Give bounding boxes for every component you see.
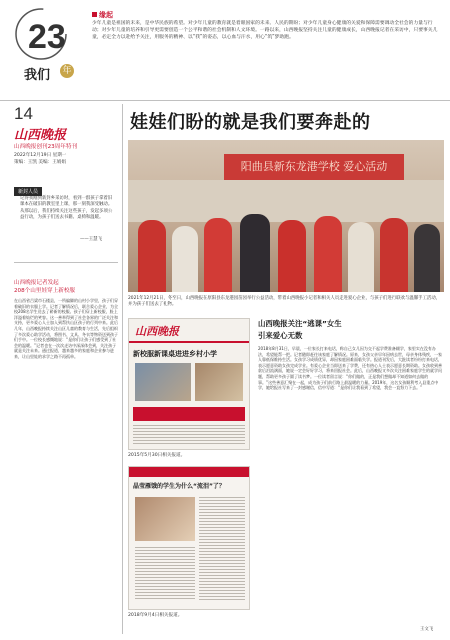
anniversary-digits: 23	[28, 18, 66, 56]
clip1-photo-2	[195, 363, 243, 401]
lead-label	[14, 178, 114, 195]
left-article-body: 在山西省吕梁市石楼县，一所偏僻的山村小学里，孩子们穿着破旧的衣服上学。记者了解情况后，联合爱心企业，为全校208名学生送去了崭新的校服。孩子们穿上新校服，脸上洋溢着灿烂的笑容。这一善举得到了社会各界的广泛关注和支持，更多爱心人士加入到帮扶山区孩子的行列中来。此后几年，山西晚报持续关注山区儿童的教育与生活，先后组织了多次爱心助学活动，将图书、文具、冬衣等物资送到孩子们手中。一位校长感慨地说：“是你们让孩子们感受到了社会的温暖。”记者也在一次次走访中深深体会到，关注孩子就是关注未来。通过报道，越来越多的家庭和企业参与进来，让山里娃的求学之路不再孤单。	[14, 298, 118, 359]
issue-date: 2022年12月19日 星期一	[14, 153, 67, 158]
preface-marker-icon	[92, 12, 97, 17]
left-column-divider	[122, 104, 123, 634]
child-figure	[314, 216, 342, 292]
clip1-paper-logo: 山西晚报	[135, 325, 179, 338]
lead-label-box: 新封人员	[14, 187, 42, 196]
clipping-2	[128, 466, 250, 610]
clip2-text-block-2	[135, 547, 195, 601]
clip1-red-bar	[129, 341, 249, 343]
clip2-headline: 晶莹雁饿的学生为什么“流泪”了？	[133, 483, 225, 490]
clip1-caption: 2015年5月30日相关报道。	[128, 453, 186, 458]
child-figure	[240, 214, 270, 292]
left-rule	[14, 262, 118, 263]
clip1-headline: 新校服新课桌进进乡村小学	[133, 350, 217, 358]
issue-editors: 策编：王凯 美编：王娟娟	[14, 160, 66, 165]
anniversary-badge: 年	[60, 64, 74, 78]
clip1-ad-strip	[133, 407, 245, 421]
child-figure	[172, 226, 198, 292]
clip2-photo	[135, 497, 195, 541]
clip1-photo	[135, 363, 191, 401]
issue-subtitle: 山西晚报创刊23周年特刊	[14, 144, 78, 150]
clip2-red-header	[129, 467, 249, 477]
page-number: 14	[14, 104, 33, 123]
feature-headline: 娃娃们盼的就是我们要奔赴的	[130, 112, 371, 133]
child-figure	[138, 220, 166, 292]
top-rule	[0, 100, 450, 101]
right-headline-2: 引来爱心无数	[258, 331, 303, 340]
right-headline: 山西晚报关注“逃课”女生	[258, 319, 342, 328]
lead-signature: ——王慧飞	[80, 237, 102, 242]
left-headline: 山西晚报记者发起	[14, 280, 59, 286]
feature-photo-caption: 2021年12月21日，冬至日，山西晚报在原阳县东龙港园苗园举行公益活动，带着山西晚报小记者和相关人员走进爱心企业，与孩子们进行联欢与温馨手工活动，并为孩子们送去了礼物。	[128, 296, 441, 307]
right-article-body: 2018年8月31日，早晨，一位家长打来电话，称自己女儿因为交不起学费准备辍学，家里实在没有办法，希望能帮一把。记者随即赶往该家庭了解情况。原来，女孩父亲早年因病去世，母亲身体残疾，一家人靠低保维持生活。女孩学习成绩优异，却因家庭困难面临失学。报道刊发后，大批读者纷纷打来电话，表示愿意资助女孩完成学业。有爱心企业当即送来了学费，还有热心人士表示愿意长期资助。女孩收到善款后泪流满面，她说一定会好好学习，将来回报社会。此后，山西晚报又多次关注困难家庭学生的就学问题，帮助更多孩子圆了读书梦。一位读者留言说：“你们做的，正是我们想做却不知道如何去做的事。”这些善意汇聚在一起，成为孩子们前行路上最温暖的力量。2019年，这名女孩顺利考入县重点中学，她给报社写来了一封感谢信，信中写道：“是你们让我看到了希望，我会一直努力下去。”	[258, 346, 442, 391]
preface-label	[92, 10, 113, 20]
child-figure	[278, 220, 306, 292]
feature-photo	[128, 140, 444, 292]
child-figure	[380, 218, 408, 292]
photo-banner: 阳曲县新东龙港学校 爱心活动	[224, 154, 404, 180]
anniversary-title: 我们	[24, 68, 51, 83]
preface-text: 少年儿童是祖国的未来，是中华民族的希望。对少年儿童的教育就是着眼国家的未来、人民的期盼；对少年儿童身心健康的关爱和保障需要调动全社会的力量与行动；对少年儿童的培养和引导更需要创造一个公平和谐的社会机制和人文环境。一路以来，山西晚报坚持关注儿童的健康成长，山西晚报记者在采访中，只要事关儿童，必定全力以赴给予关注，用服务的精神、以“我”的姿态，以心血与汗水，用心“筑”梦助跑。	[92, 21, 438, 41]
paper-logo: 山西晚报	[14, 128, 67, 143]
preface-label-text: 缘起	[99, 11, 113, 19]
clipping-1	[128, 318, 250, 450]
anniversary-logo	[2, 4, 80, 82]
left-headline-2: 208个山里娃穿上新校服	[14, 288, 76, 294]
right-article-signature: 王文飞	[420, 627, 434, 632]
photo-children-group	[128, 200, 444, 292]
child-figure	[348, 222, 374, 292]
child-figure	[204, 218, 232, 292]
clip2-text-block	[199, 497, 245, 601]
clip2-caption: 2018年9月4日相关报道。	[128, 613, 183, 618]
child-figure	[414, 224, 440, 292]
clip1-text-block	[133, 425, 245, 445]
lead-quote: 记得我刚到新封乡采访时，看到一群孩子拿着旧课本在破旧的教室里上课，那一刻我深受触动。从那以后，我们持续关注这些孩子，发起多项公益行动，为孩子们送去书籍、桌椅和温暖。	[20, 196, 113, 221]
